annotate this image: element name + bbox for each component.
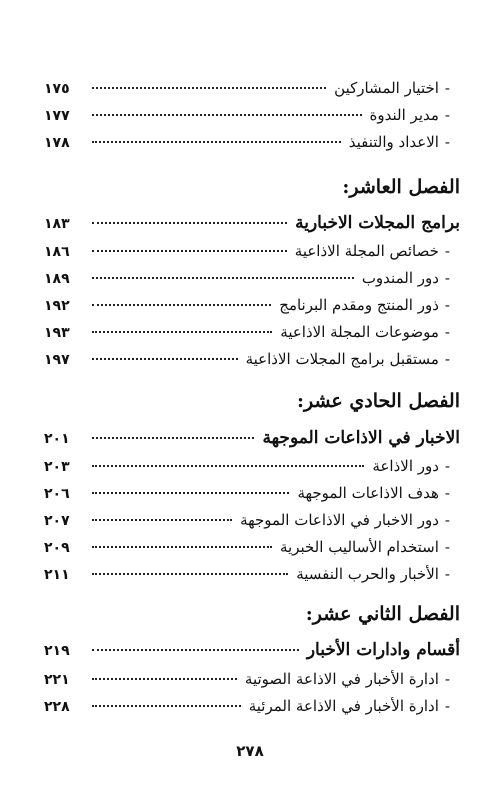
dot-leader — [92, 678, 237, 680]
toc-entry-title: -ذور المنتج ومقدم البرنامج — [279, 296, 450, 314]
chapter-heading: الفصل العاشر: — [342, 176, 460, 198]
toc-entry-page: ١٧٥ — [44, 81, 70, 97]
dot-leader — [92, 649, 299, 651]
toc-entry — [44, 350, 460, 374]
toc-entry-page: ٢٢١ — [44, 672, 70, 688]
toc-entry-title: -دور المندوب — [361, 269, 450, 287]
chapter-heading: الفصل الثاني عشر: — [305, 603, 460, 625]
toc-main-entry — [44, 640, 460, 664]
toc-entry-title: -موضوعات المجلة الاذاعية — [280, 323, 450, 341]
toc-main-title: أقسام وادارات الأخبار — [306, 640, 460, 660]
toc-entry-page: ٢٠٣ — [44, 459, 70, 475]
dot-leader — [92, 358, 238, 360]
dot-leader — [92, 437, 254, 439]
toc-entry-page: ٢٠٧ — [44, 513, 70, 529]
toc-entry-page: ٢٠٦ — [44, 486, 70, 502]
dot-leader — [92, 277, 354, 279]
toc-entry-title: -استخدام الأساليب الخبرية — [279, 538, 450, 556]
toc-entry-title: -ادارة الأخبار في الاذاعة المرئية — [248, 697, 450, 715]
toc-entry — [44, 538, 460, 562]
toc-entry-page: ٢٠١ — [44, 431, 70, 447]
toc-entry-page: ١٩٣ — [44, 325, 70, 341]
toc-entry-page: ١٧٧ — [44, 108, 70, 124]
toc-entry-title: -خصائص المجلة الاذاعية — [294, 242, 450, 260]
toc-entry — [44, 670, 460, 694]
dot-leader — [92, 304, 271, 306]
toc-entry-title: -اختيار المشاركين — [334, 79, 450, 97]
dot-leader — [92, 250, 287, 252]
toc-main-title: برامج المجلات الاخبارية — [295, 213, 460, 233]
toc-entry-title: -الاعداد والتنفيذ — [348, 133, 450, 151]
chapter-heading: الفصل الحادي عشر: — [296, 390, 460, 412]
toc-entry — [44, 133, 460, 157]
toc-main-title: الاخبار في الاذاعات الموجهة — [262, 428, 460, 448]
toc-entry-page: ١٩٢ — [44, 298, 70, 314]
toc-entry-page: ١٨٦ — [44, 244, 70, 260]
toc-entry-page: ١٨٣ — [44, 216, 70, 232]
toc-entry-title: -الأخبار والحرب النفسية — [296, 565, 450, 583]
toc-entry — [44, 697, 460, 721]
dot-leader — [92, 573, 288, 575]
toc-entry — [44, 242, 460, 266]
toc-entry-page: ٢٢٨ — [44, 699, 70, 715]
toc-entry — [44, 484, 460, 508]
toc-main-entry — [44, 213, 460, 237]
dot-leader — [92, 87, 326, 89]
dot-leader — [92, 331, 272, 333]
dot-leader — [92, 222, 287, 224]
toc-entry — [44, 79, 460, 103]
toc-entry-page: ٢١١ — [44, 567, 70, 583]
toc-entry-title: -هدف الاذاعات الموجهة — [297, 484, 450, 502]
dot-leader — [92, 141, 341, 143]
page-number: ٢٧٨ — [236, 742, 264, 760]
toc-entry-title: -دور الاذاعة — [372, 457, 450, 475]
dot-leader — [92, 492, 289, 494]
toc-entry-page: ٢١٩ — [44, 643, 70, 659]
toc-entry-page: ١٨٩ — [44, 271, 70, 287]
toc-entry-title: -مدير الندوة — [369, 106, 450, 124]
toc-entry — [44, 269, 460, 293]
toc-entry — [44, 511, 460, 535]
toc-entry-page: ١٧٨ — [44, 135, 70, 151]
toc-entry-title: -ادارة الأخبار في الاذاعة الصوتية — [244, 670, 450, 688]
toc-entry — [44, 323, 460, 347]
dot-leader — [92, 705, 241, 707]
toc-entry — [44, 106, 460, 130]
dot-leader — [92, 465, 364, 467]
toc-entry-title: -دور الاخبار في الاذاعات الموجهة — [240, 511, 450, 529]
toc-entry — [44, 565, 460, 589]
dot-leader — [92, 114, 362, 116]
toc-main-entry — [44, 428, 460, 452]
toc-entry — [44, 457, 460, 481]
toc-entry-page: ١٩٧ — [44, 352, 70, 368]
dot-leader — [92, 546, 272, 548]
toc-entry — [44, 296, 460, 320]
dot-leader — [92, 519, 232, 521]
toc-entry-page: ٢٠٩ — [44, 540, 70, 556]
toc-entry-title: -مستقبل برامج المجلات الاذاعية — [245, 350, 450, 368]
